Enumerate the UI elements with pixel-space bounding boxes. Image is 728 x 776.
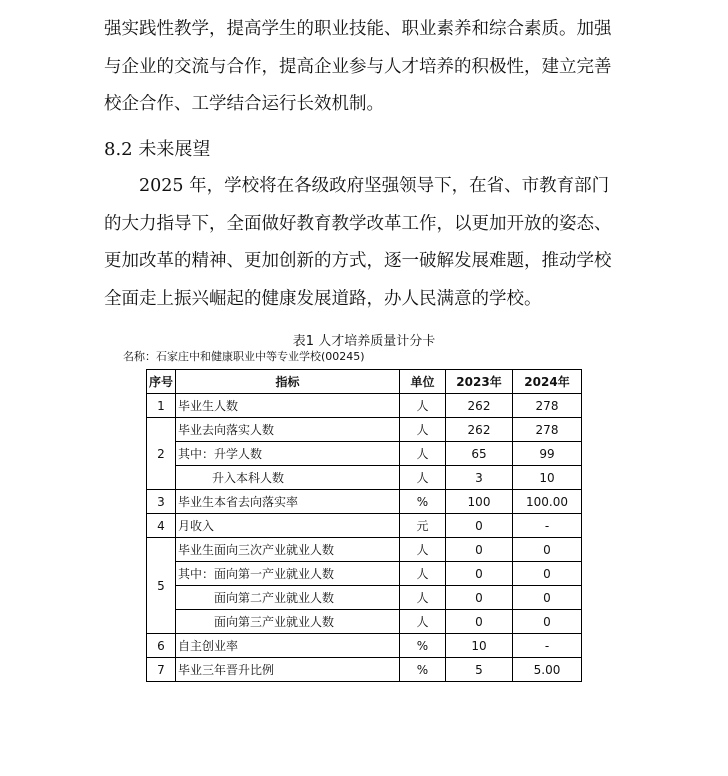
cell-indicator: 毕业生面向三次产业就业人数 xyxy=(176,538,400,562)
cell-2023: 65 xyxy=(446,442,513,466)
table-subtitle: 名称：石家庄中和健康职业中等专业学校(00245) xyxy=(123,350,365,363)
table-header-row xyxy=(147,370,582,394)
cell-2024: 10 xyxy=(513,466,582,490)
cell-unit: 人 xyxy=(400,538,446,562)
cell-2023: 0 xyxy=(446,562,513,586)
table-row xyxy=(147,394,582,418)
cell-indicator: 面向第二产业就业人数 xyxy=(176,586,400,610)
cell-indicator: 毕业三年晋升比例 xyxy=(176,658,400,682)
cell-2024: 278 xyxy=(513,394,582,418)
table-row xyxy=(147,418,582,442)
cell-unit: 人 xyxy=(400,418,446,442)
header-2023: 2023年 xyxy=(446,370,513,394)
table-row xyxy=(147,442,582,466)
cell-seq: 6 xyxy=(147,634,176,658)
paragraph-1: 强实践性教学，提高学生的职业技能、职业素养和综合素质。加强与企业的交流与合作，提高企业参与人才培养的积极性，建立完善校企合作、工学结合运行长效机制。 xyxy=(104,19,612,114)
cell-2023: 0 xyxy=(446,514,513,538)
header-2024: 2024年 xyxy=(513,370,582,394)
cell-2024: 0 xyxy=(513,610,582,634)
cell-indicator: 毕业生本省去向落实率 xyxy=(176,490,400,514)
cell-indicator: 面向第三产业就业人数 xyxy=(176,610,400,634)
section-heading: 8.2 未来展望 xyxy=(104,139,211,160)
cell-2023: 3 xyxy=(446,466,513,490)
cell-2024: 100.00 xyxy=(513,490,582,514)
cell-2024: 0 xyxy=(513,538,582,562)
header-unit: 单位 xyxy=(400,370,446,394)
cell-2024: - xyxy=(513,514,582,538)
cell-2024: - xyxy=(513,634,582,658)
cell-indicator: 自主创业率 xyxy=(176,634,400,658)
cell-indicator: 升入本科人数 xyxy=(176,466,400,490)
cell-seq: 4 xyxy=(147,514,176,538)
table-row xyxy=(147,514,582,538)
table-row xyxy=(147,634,582,658)
cell-2023: 262 xyxy=(446,418,513,442)
cell-unit: % xyxy=(400,658,446,682)
cell-seq: 3 xyxy=(147,490,176,514)
cell-2023: 100 xyxy=(446,490,513,514)
cell-unit: 人 xyxy=(400,394,446,418)
cell-2024: 0 xyxy=(513,586,582,610)
cell-unit: % xyxy=(400,490,446,514)
cell-2024: 0 xyxy=(513,562,582,586)
table-row xyxy=(147,610,582,634)
cell-2024: 5.00 xyxy=(513,658,582,682)
cell-unit: 人 xyxy=(400,466,446,490)
table-row xyxy=(147,466,582,490)
table-row xyxy=(147,586,582,610)
cell-indicator: 其中：升学人数 xyxy=(176,442,400,466)
cell-2023: 0 xyxy=(446,586,513,610)
cell-seq: 7 xyxy=(147,658,176,682)
cell-unit: 人 xyxy=(400,442,446,466)
cell-unit: 元 xyxy=(400,514,446,538)
table-row xyxy=(147,658,582,682)
cell-seq: 1 xyxy=(147,394,176,418)
table-row xyxy=(147,562,582,586)
cell-seq: 2 xyxy=(147,418,176,490)
cell-2023: 0 xyxy=(446,610,513,634)
cell-2023: 0 xyxy=(446,538,513,562)
cell-2024: 278 xyxy=(513,418,582,442)
table-row xyxy=(147,538,582,562)
cell-indicator: 其中：面向第一产业就业人数 xyxy=(176,562,400,586)
cell-2024: 99 xyxy=(513,442,582,466)
cell-2023: 10 xyxy=(446,634,513,658)
scorecard-table xyxy=(146,369,582,682)
header-seq: 序号 xyxy=(147,370,176,394)
cell-indicator: 月收入 xyxy=(176,514,400,538)
header-indicator: 指标 xyxy=(176,370,400,394)
table-title: 表1 人才培养质量计分卡 xyxy=(292,334,436,349)
table-row xyxy=(147,490,582,514)
cell-2023: 262 xyxy=(446,394,513,418)
cell-unit: 人 xyxy=(400,586,446,610)
cell-2023: 5 xyxy=(446,658,513,682)
paragraph-2: 2025 年，学校将在各级政府坚强领导下，在省、市教育部门的大力指导下，全面做好教育教学改革工作，以更加开放的姿态、更加改革的精神、更加创新的方式，逐一破解发展难题，推动学校全面走上振兴崛起的健康发展道路，办人民满意的学校。 xyxy=(104,176,612,309)
cell-unit: 人 xyxy=(400,562,446,586)
cell-indicator: 毕业去向落实人数 xyxy=(176,418,400,442)
cell-seq: 5 xyxy=(147,538,176,634)
cell-unit: 人 xyxy=(400,610,446,634)
cell-indicator: 毕业生人数 xyxy=(176,394,400,418)
cell-unit: % xyxy=(400,634,446,658)
